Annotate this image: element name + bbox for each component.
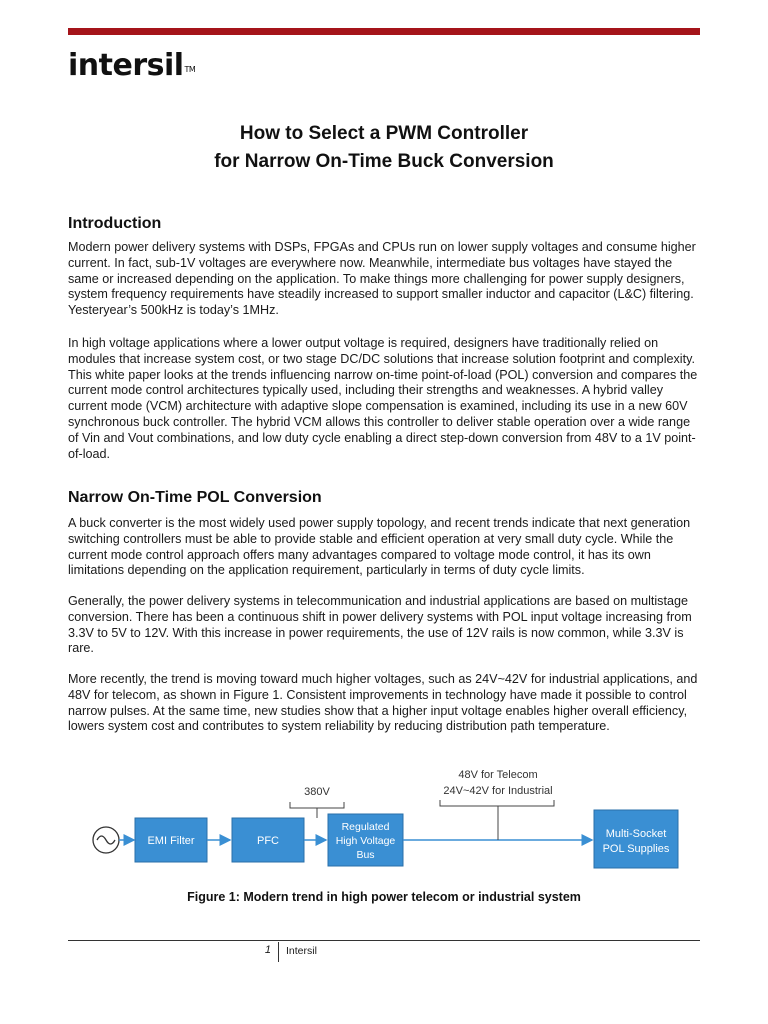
intro-paragraph-1: Modern power delivery systems with DSPs, FPGAs and CPUs run on lower supply voltages and consume higher current. In fact, sub-1V voltages are everywhere now. Meanwhile, intermediate bus voltages have stayed the same or increased depending on the application. To make things more challenging for power supply designers, system frequency requirements have steadily increased to support smaller inductor and capacitor (L&C) filtering. Yesteryear’s 500kHz is today’s 1MHz.: [68, 240, 696, 318]
page-number: 1: [264, 944, 271, 956]
narrow-paragraph-3: More recently, the trend is moving toward much higher voltages, such as 24V~42V for industrial applications, and 48V for telecom, as shown in Figure 1. Consistent improvements in technology have made it possible to control narrow pulses. At the same time, new studies show that a higher input voltage enables higher overall efficiency, lowers system cost and contributes to system reliability by reducing distribution path temperature.: [68, 672, 698, 734]
bus-label-line-2: High Voltage: [335, 835, 396, 847]
pol-label-line-2: POL Supplies: [602, 843, 670, 855]
figure-caption: Figure 1: Modern trend in high power telecom or industrial system: [187, 890, 581, 904]
narrow-paragraph-2: Generally, the power delivery systems in telecommunication and industrial applications are based on multistage conversion. There has been a continuous shift in power delivery systems with POL input voltage increasing from 3.3V to 5V to 12V. With this increase in power requirements, the use of 12V rails is now common, while 3.3V is rare.: [68, 594, 692, 656]
heading-narrow-on-time: Narrow On-Time POL Conversion: [68, 489, 322, 506]
figure-1-diagram: [88, 764, 688, 884]
title-line-1: How to Select a PWM Controller: [239, 123, 529, 144]
bus-label-line-1: Regulated: [341, 821, 390, 833]
logo-trademark: TM: [184, 65, 196, 74]
page-title: [68, 120, 700, 176]
bracket-telecom: [440, 800, 554, 806]
intro-paragraph-2: In high voltage applications where a lower output voltage is required, designers have traditionally relied on modules that increase system cost, or two stage DC/DC solutions that increase solution footprint and complexity. This white paper looks at the trends influencing narrow on-time point-of-load (POL) conversion and compares the current mode control architectures typically used, including their strengths and weaknesses. A hybrid valley current mode (VCM) architecture with adaptive slope compensation is examined, including its use in a new 60V synchronous buck controller. The hybrid VCM allows this controller to deliver stable operation over a wide range of Vin and Vout combinations, and low duty cycle enabling a direct step-down conversion from 48V to a 1V point-of-load.: [68, 336, 698, 461]
heading-introduction: Introduction: [68, 215, 162, 232]
emi-filter-label: EMI Filter: [147, 835, 195, 847]
bus-label-line-3: Bus: [356, 849, 375, 861]
footer-rule: [68, 940, 700, 941]
footer-brand: Intersil: [286, 945, 317, 957]
ac-source-icon: [93, 827, 119, 853]
intersil-logo: [68, 46, 195, 86]
footer-separator: [278, 942, 279, 962]
logo-text: intersil: [68, 48, 184, 83]
pol-label-line-1: Multi-Socket: [605, 828, 667, 840]
title-line-2: for Narrow On-Time Buck Conversion: [214, 151, 554, 172]
narrow-paragraph-1: A buck converter is the most widely used power supply topology, and recent trends indicate that next generation switching controllers must be able to provide stable and efficient operation at very small duty cycle. While the current mode control approach offers many advantages compared to voltage mode control, it has its own limitations depending on the application requirement, particularly in terms of duty cycle limits.: [68, 516, 691, 578]
bracket-380v: [290, 802, 344, 808]
label-industrial: 24V~42V for Industrial: [443, 785, 553, 797]
label-380v: 380V: [304, 786, 330, 798]
label-telecom: 48V for Telecom: [458, 769, 538, 781]
header-accent-bar: [68, 28, 700, 35]
pfc-label: PFC: [257, 835, 279, 847]
